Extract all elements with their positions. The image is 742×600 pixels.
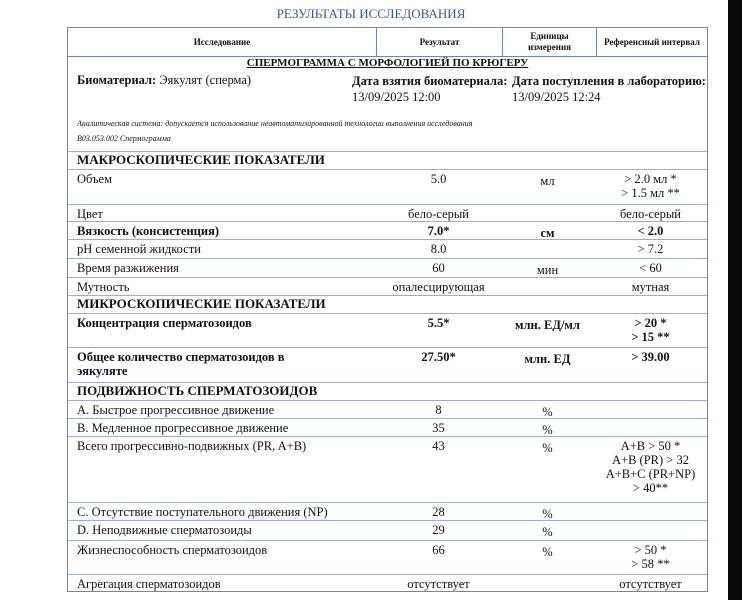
reference-line: > 7.2: [637, 242, 664, 256]
test-reference: [594, 170, 707, 204]
test-units: [501, 575, 594, 592]
test-result: 5.5*: [427, 316, 450, 330]
test-reference: [594, 240, 707, 258]
test-name: Мутность: [77, 280, 130, 294]
table-row: [68, 520, 707, 540]
test-units: [501, 205, 594, 221]
test-result: 8: [435, 403, 442, 417]
test-reference: [594, 222, 707, 239]
reference-line: < 2.0: [637, 224, 664, 238]
test-reference: [594, 205, 707, 221]
code-note: B03.053.002 Спермограмма: [77, 134, 171, 143]
test-units: %: [542, 525, 553, 539]
test-units: млн. ЕД: [524, 352, 571, 366]
test-units: мл: [540, 174, 555, 188]
header-units: Единицы измерения: [503, 28, 597, 56]
reference-line: > 39.00: [631, 350, 670, 364]
section-title: МАКРОСКОПИЧЕСКИЕ ПОКАЗАТЕЛИ: [77, 152, 325, 167]
test-units: %: [542, 423, 553, 437]
analytic-note: Аналитическая система: допускается использование неавтоматизированной технологии выполнения исследования: [77, 119, 473, 128]
biomaterial-value: Эякулят (сперма): [159, 73, 252, 87]
test-result: бело-серый: [408, 207, 469, 221]
test-name: D. Неподвижные сперматозоиды: [77, 523, 252, 537]
header-test: Исследование: [68, 28, 377, 56]
test-result: 43: [432, 439, 445, 453]
reference-line: > 50 *: [634, 543, 667, 557]
reference-line: мутная: [631, 280, 670, 294]
reference-line: отсутствует: [619, 577, 682, 591]
table-row: [68, 169, 707, 204]
header-result: Результат: [377, 28, 503, 56]
reference-line: > 20 *: [634, 316, 667, 330]
page-title: РЕЗУЛЬТАТЫ ИССЛЕДОВАНИЯ: [276, 6, 466, 21]
test-units: %: [542, 507, 553, 521]
test-name: Цвет: [77, 207, 103, 221]
reference-line: > 40**: [632, 481, 669, 495]
test-reference: [594, 314, 707, 347]
test-reference: [594, 437, 707, 502]
test-units: [501, 278, 594, 295]
test-units: млн. ЕД/мл: [515, 318, 580, 332]
reference-line: > 1.5 мл **: [621, 186, 680, 200]
panel-title: СПЕРМОГРАММА С МОРФОЛОГИЕЙ ПО КРЮГЕРУ: [246, 57, 529, 69]
table-row: [68, 540, 707, 574]
lab-date-value: 13/09/2025 12:24: [512, 90, 601, 104]
test-result: 35: [432, 421, 445, 435]
test-result: 27.50*: [421, 350, 456, 364]
test-name: Жизнеспособность сперматозоидов: [77, 543, 268, 557]
table-row: [68, 277, 707, 295]
test-reference: [594, 348, 707, 381]
biomaterial: [77, 73, 251, 88]
test-name: Вязкость (консистенция): [77, 224, 220, 238]
collection-date: [352, 73, 507, 105]
reference-line: < 60: [639, 261, 662, 275]
test-result: 5.0: [430, 172, 447, 186]
test-name: C. Отсутствие поступательного движения (NP): [77, 505, 328, 519]
test-reference: [594, 521, 707, 540]
table-row: [68, 239, 707, 258]
results-table: [67, 27, 708, 592]
test-reference: [594, 401, 707, 418]
reference-line: > 15 **: [631, 330, 670, 344]
table-row: [68, 436, 707, 502]
test-name: B. Медленное прогрессивное движение: [77, 421, 289, 435]
reference-line: > 2.0 мл *: [624, 172, 677, 186]
section-title: ПОДВИЖНОСТЬ СПЕРМАТОЗОИДОВ: [77, 383, 318, 398]
test-units: %: [542, 545, 553, 559]
test-reference: [594, 575, 707, 592]
test-units: %: [542, 441, 553, 455]
table-row: [68, 400, 707, 418]
test-result: 29: [432, 523, 445, 537]
reference-line: A+B > 50 *: [620, 439, 681, 453]
collection-date-label: Дата взятия биоматериала:: [352, 74, 508, 88]
biomaterial-label: Биоматериал:: [77, 73, 157, 87]
test-result: отсутствует: [407, 577, 470, 591]
test-name: Концентрация сперматозоидов: [77, 316, 252, 330]
test-result: 28: [432, 505, 445, 519]
collection-date-value: 13/09/2025 12:00: [352, 90, 441, 104]
table-row: [68, 502, 707, 520]
section-heading: [68, 382, 707, 400]
test-name: Время разжижения: [77, 261, 179, 275]
table-row: [68, 418, 707, 436]
test-units: см: [540, 226, 555, 240]
reference-line: A+B+C (PR+NP): [605, 467, 696, 481]
test-units: [501, 240, 594, 258]
test-result: 66: [432, 543, 445, 557]
test-units: мин: [536, 263, 559, 277]
test-name: Объем: [77, 172, 112, 186]
test-reference: [594, 419, 707, 436]
test-reference: [594, 259, 707, 277]
test-result: 8.0: [430, 242, 447, 256]
test-reference: [594, 541, 707, 574]
test-name: Общее количество сперматозоидов в эякуляте: [77, 350, 285, 378]
test-name: Агрегация сперматозоидов: [77, 577, 221, 591]
lab-date: [512, 73, 706, 105]
table-row: [68, 313, 707, 347]
table-row: [68, 574, 707, 592]
section-heading: [68, 151, 707, 169]
table-row: [68, 347, 707, 381]
test-result: 7.0*: [427, 224, 450, 238]
dark-edge: [728, 0, 742, 600]
section-title: МИКРОСКОПИЧЕСКИЕ ПОКАЗАТЕЛИ: [77, 296, 326, 311]
table-row: [68, 204, 707, 221]
test-result: опалесцирующая: [392, 280, 485, 294]
table-row: [68, 258, 707, 277]
test-reference: [594, 278, 707, 295]
reference-line: бело-серый: [620, 207, 681, 221]
test-name: Всего прогрессивно-подвижных (PR, A+B): [77, 439, 307, 453]
test-name: pH семенной жидкости: [77, 242, 201, 256]
table-row: [68, 221, 707, 239]
test-name: A. Быстрое прогрессивное движение: [77, 403, 275, 417]
table-header: [68, 28, 707, 57]
reference-line: > 58 **: [631, 557, 670, 571]
header-reference: Референсный интервал: [604, 36, 700, 47]
section-heading: [68, 295, 707, 313]
test-units: %: [542, 405, 553, 419]
lab-date-label: Дата поступления в лабораторию:: [512, 74, 706, 88]
reference-line: A+B (PR) > 32: [612, 453, 689, 467]
test-result: 60: [432, 261, 445, 275]
test-reference: [594, 503, 707, 520]
